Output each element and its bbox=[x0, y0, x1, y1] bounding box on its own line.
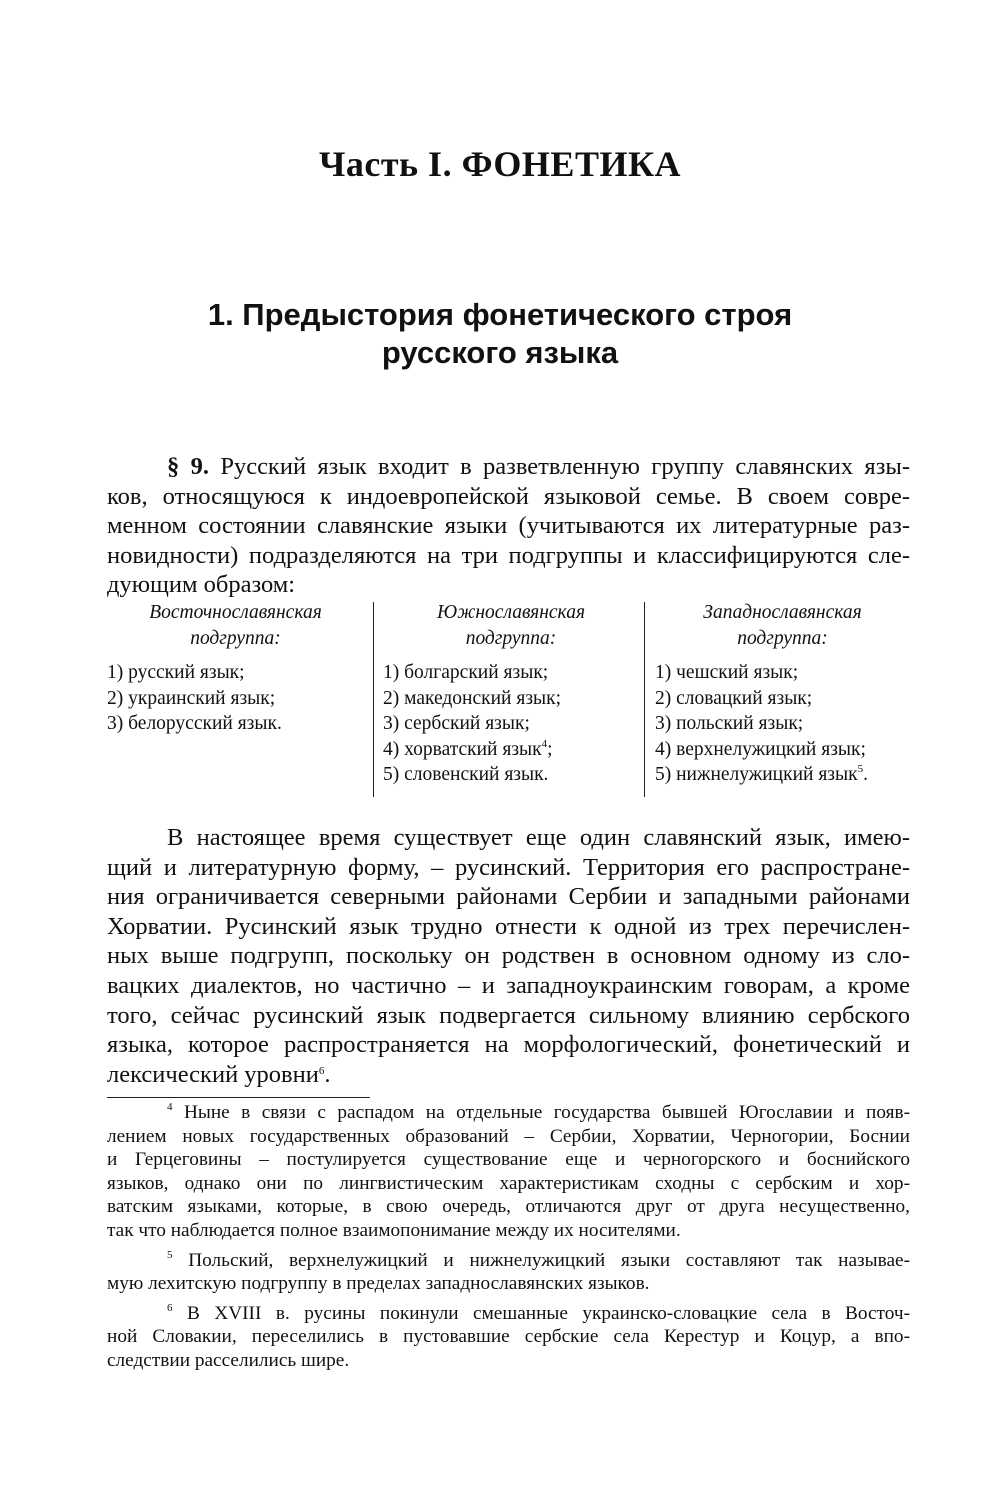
list-item: 3) сербский язык; bbox=[383, 713, 530, 734]
section-mark: § 9. bbox=[167, 453, 209, 480]
footnote-line: мую лехитскую подгруппу в пределах западнославянских языков. bbox=[107, 1273, 650, 1295]
paragraph-line: дующим образом: bbox=[107, 571, 296, 599]
paragraph-line: щий и литературную форму, – русинский. Территория его распростране- bbox=[107, 853, 910, 881]
footnote-line: $^6$ В XVIII в. русины покинули смешанные украинско-словацкие села в Восточ- bbox=[167, 1301, 910, 1324]
footnote-line: и Герцеговины – постулируется существование еще и черногорского и боснийского bbox=[107, 1149, 910, 1171]
column-heading: Восточнославянская подгруппа: bbox=[149, 602, 322, 649]
list-item: 1) чешский язык; bbox=[655, 662, 799, 683]
paragraph-line: новидности) подразделяются на три подгруппы и классифицируются сле- bbox=[107, 541, 910, 569]
footnote-line: $^4$ Ныне в связи с распадом на отдельные государства бывшей Югославии и появ- bbox=[167, 1101, 910, 1123]
list-item: 1) русский язык; bbox=[107, 662, 245, 683]
footnote-line: $^5$ Польский, верхнелужицкий и нижнелужицкий языки составляют так называе- bbox=[167, 1248, 910, 1271]
footnote-number: 5 bbox=[167, 1248, 173, 1261]
footnote-divider bbox=[107, 1097, 370, 1098]
column-heading: Южнославянская подгруппа: bbox=[436, 602, 586, 649]
chapter-title-line-2: русского языка bbox=[381, 335, 619, 370]
footnote-line: лением новых государственных образований – Сербии, Хорватии, Черногории, Боснии bbox=[107, 1125, 910, 1147]
south-slavic-column bbox=[383, 600, 639, 788]
list-item: 1) болгарский язык; bbox=[383, 662, 549, 683]
footnote-line: ной Словакии, переселились в пустовавшие сербские села Керестур и Коцур, а впо- bbox=[107, 1326, 910, 1348]
footnote-line: ватским языками, которые, в свою очередь, отличаются друг от друга несущественно, bbox=[107, 1196, 910, 1218]
list-item: 3) польский язык; bbox=[655, 713, 804, 734]
chapter-title-line-1: 1. Предыстория фонетического строя bbox=[207, 297, 793, 332]
list-item: 5) словенский язык. bbox=[383, 764, 549, 785]
list-item: 2) македонский язык; bbox=[383, 687, 562, 709]
footnote-line: так что наблюдается полное взаимопонимание между их носителями. bbox=[107, 1219, 681, 1241]
list-item: 2) словацкий язык; bbox=[655, 687, 813, 709]
column-heading: Западнославянская подгруппа: bbox=[703, 602, 862, 649]
west-slavic-column bbox=[655, 600, 910, 788]
footnote-line: языков, однако они по лингвистическим характеристикам сходны с сербским и хор- bbox=[107, 1172, 910, 1194]
language-list bbox=[655, 660, 910, 788]
paragraph-line: ных выше подгрупп, поскольку он родствен в основном одному из сло- bbox=[107, 942, 910, 970]
paragraph-line: языка, которое распространяется на морфологический, фонетический и bbox=[107, 1031, 910, 1059]
paragraph-rusyn bbox=[107, 823, 910, 1089]
footnote-line: следствии расселились шире. bbox=[107, 1349, 350, 1371]
footnote-4 bbox=[107, 1101, 910, 1243]
language-list bbox=[107, 660, 364, 737]
footnote-ref-5: 5 bbox=[857, 763, 864, 775]
footnote-ref-4: 4 bbox=[541, 737, 548, 750]
paragraph-line: ния ограничивается северными районами Сербии и западными районами bbox=[107, 883, 910, 911]
list-item: 4) хорватский язык$^4$; bbox=[383, 737, 553, 760]
footnote-ref-6: 6 bbox=[318, 1064, 325, 1077]
language-list bbox=[383, 660, 639, 788]
footnotes bbox=[107, 1101, 910, 1373]
paragraph-line: Хорватии. Русинский язык трудно отнести к одной из трех перечислен- bbox=[107, 912, 910, 940]
footnote-number: 6 bbox=[167, 1301, 173, 1314]
list-item: 2) украинский язык; bbox=[107, 687, 276, 709]
list-item: 3) белорусский язык. bbox=[107, 713, 282, 734]
paragraph-line: ков, относящуюся к индоевропейской языковой семье. В своем совре- bbox=[107, 482, 910, 510]
east-slavic-column bbox=[107, 600, 364, 737]
paragraph-line: менном состоянии славянские языки (учитываются их литературные раз- bbox=[107, 512, 910, 540]
column-divider bbox=[644, 602, 645, 797]
paragraph-line: того, сейчас русинский язык подвергается сильному влиянию сербского bbox=[107, 1001, 910, 1029]
slavic-languages-table bbox=[107, 600, 910, 800]
paragraph-line: вацких диалектов, но частично – и западноукраинским говорам, а кроме bbox=[107, 971, 910, 999]
chapter-title bbox=[0, 296, 1000, 372]
paragraph-line: В настоящее время существует еще один славянский язык, имею- bbox=[167, 824, 910, 851]
part-title: Часть I. ФОНЕТИКА bbox=[318, 144, 682, 184]
paragraph-line: лексический уровни$^6$. bbox=[107, 1060, 331, 1088]
list-item: 5) нижнелужицкий язык$^5$. bbox=[655, 763, 868, 785]
footnote-6 bbox=[107, 1302, 910, 1373]
footnote-5 bbox=[107, 1249, 910, 1296]
paragraph-line: § 9. Русский язык входит в разветвленную группу славянских язы- bbox=[167, 453, 910, 480]
list-item: 4) верхнелужицкий язык; bbox=[655, 738, 866, 760]
footnote-number: 4 bbox=[167, 1101, 173, 1113]
column-divider bbox=[373, 602, 374, 797]
paragraph-section-9 bbox=[107, 452, 910, 600]
